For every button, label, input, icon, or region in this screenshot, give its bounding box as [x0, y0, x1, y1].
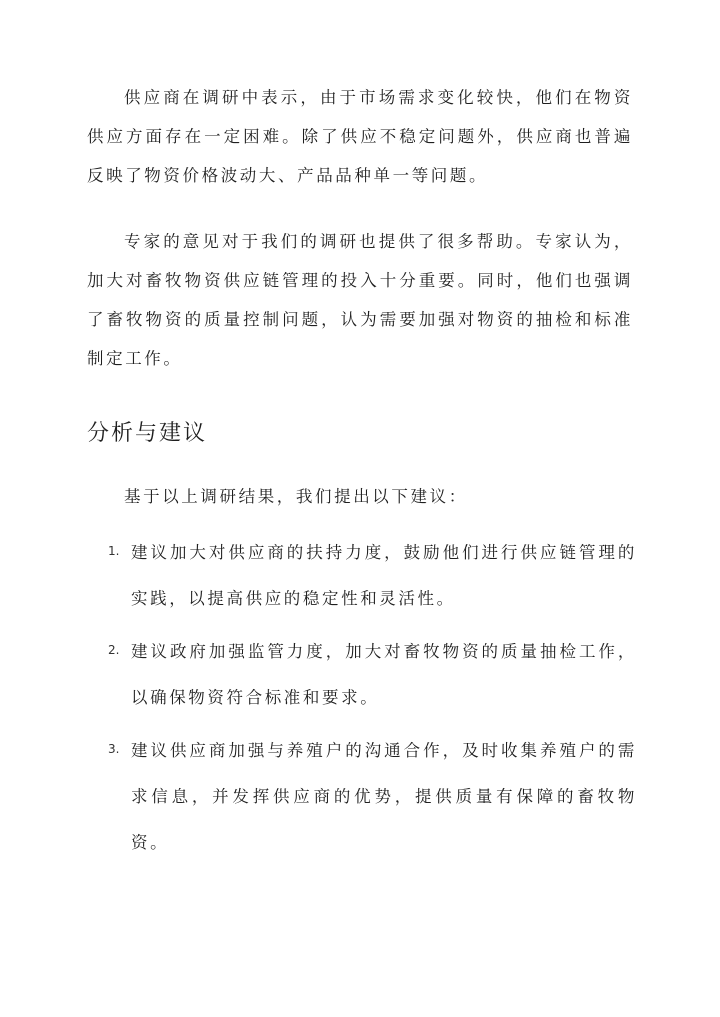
paragraph-supplier-feedback: 供应商在调研中表示，由于市场需求变化较快，他们在物资供应方面存在一定困难。除了供应不稳定问题外，供应商也普遍反映了物资价格波动大、产品品种单一等问题。 [87, 88, 633, 185]
section-heading: 分析与建议 [87, 421, 208, 446]
recommendation-text: 建议政府加强监管力度，加大对畜牧物资的质量抽检工作，以确保物资符合标准和要求。 [131, 642, 637, 707]
section-intro: 基于以上调研结果，我们提出以下建议： [124, 487, 468, 506]
list-number: 1. [108, 544, 120, 558]
paragraph-expert-opinion: 专家的意见对于我们的调研也提供了很多帮助。专家认为，加大对畜牧物资供应链管理的投入十分重要。同时，他们也强调了畜牧物资的质量控制问题，认为需要加强对物资的抽检和标准制定工作。 [87, 232, 633, 368]
list-number: 2. [108, 643, 120, 657]
recommendation-text: 建议加大对供应商的扶持力度，鼓励他们进行供应链管理的实践，以提高供应的稳定性和灵活性。 [131, 543, 637, 608]
list-number: 3. [108, 742, 120, 756]
recommendation-text: 建议供应商加强与养殖户的沟通合作，及时收集养殖户的需求信息，并发挥供应商的优势，提供质量有保障的畜牧物资。 [131, 741, 637, 852]
